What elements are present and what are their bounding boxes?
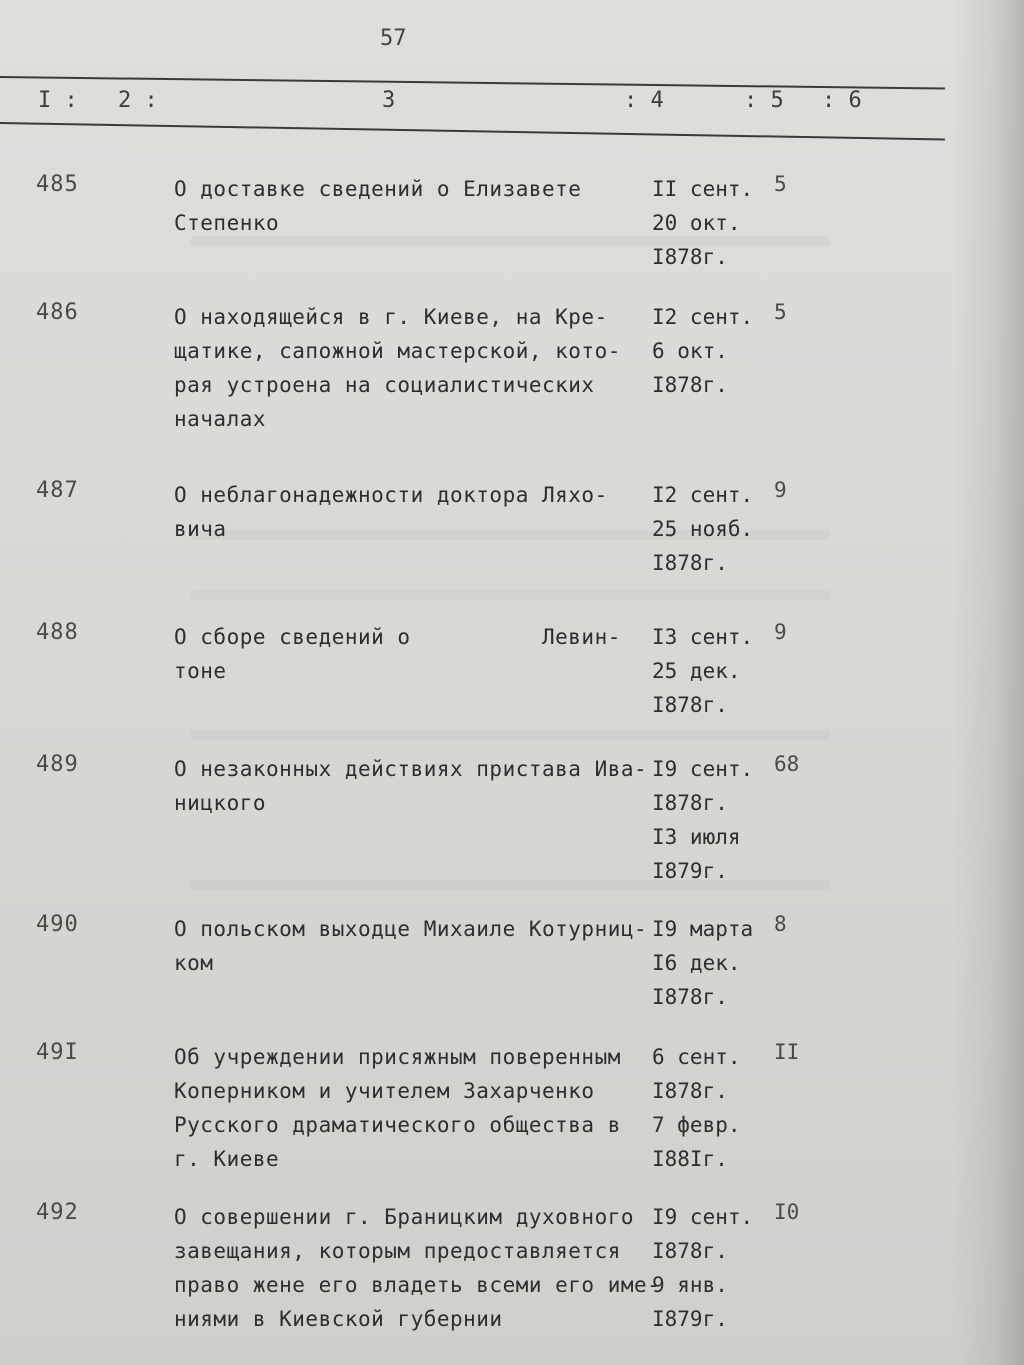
record-dates — [652, 912, 782, 1014]
description-line: право жене его владеть всеми его име- — [174, 1273, 661, 1297]
record-dates — [652, 478, 782, 580]
date-line: I9 сент. — [652, 757, 754, 781]
record-description — [174, 172, 644, 240]
record-dates — [652, 1200, 782, 1336]
column-header-3: 3 — [382, 88, 396, 113]
description-line: О сборе сведений о Левин- — [174, 625, 621, 649]
record-description — [174, 752, 648, 820]
description-line: вича — [174, 517, 227, 541]
record-dates — [652, 752, 782, 888]
date-line: I878г. — [652, 245, 728, 269]
record-number: 486 — [36, 300, 79, 325]
description-line: рая устроена на социалистических — [174, 373, 595, 397]
record-number: 49I — [36, 1040, 79, 1065]
record-number: 485 — [36, 172, 79, 197]
date-line: I878г. — [652, 791, 728, 815]
record-sheets: 5 — [774, 172, 787, 196]
date-line: I3 сент. — [652, 625, 754, 649]
record-dates — [652, 300, 782, 402]
column-header-6: : 6 — [822, 88, 862, 113]
description-line: Коперником и учителем Захарченко — [174, 1079, 595, 1103]
description-line: началах — [174, 407, 267, 431]
date-line: 9 янв. — [652, 1273, 728, 1297]
date-line: I6 дек. — [652, 951, 741, 975]
record-dates — [652, 1040, 782, 1176]
description-line: О неблагонадежности доктора Ляхо- — [174, 483, 608, 507]
record-description — [174, 1200, 661, 1336]
record-description — [174, 620, 644, 688]
date-line: II сент. — [652, 177, 754, 201]
date-line: 6 окт. — [652, 339, 728, 363]
record-description — [174, 912, 648, 980]
date-line: I878г. — [652, 1239, 728, 1263]
record-sheets: 9 — [774, 620, 787, 644]
description-line: Степенко — [174, 211, 280, 235]
column-header-4: : 4 — [624, 88, 664, 113]
record-sheets: II — [774, 1040, 800, 1064]
date-line: 6 сент. — [652, 1045, 741, 1069]
record-number: 487 — [36, 478, 79, 503]
record-number: 492 — [36, 1200, 79, 1225]
date-line: I879г. — [652, 859, 728, 883]
description-line: Об учреждении присяжным поверенным — [174, 1045, 621, 1069]
record-sheets: 5 — [774, 300, 787, 324]
description-line: О незаконных действиях пристава Ива- — [174, 757, 648, 781]
description-line: О находящейся в г. Киеве, на Кре- — [174, 305, 608, 329]
page-number: 57 — [380, 26, 407, 51]
column-header-5: : 5 — [744, 88, 784, 113]
date-line: 20 окт. — [652, 211, 741, 235]
record-sheets: 8 — [774, 912, 787, 936]
record-description — [174, 478, 644, 546]
description-line: г. Киеве — [174, 1147, 280, 1171]
description-line: Русского драматического общества в — [174, 1113, 621, 1137]
record-number: 490 — [36, 912, 79, 937]
record-description — [174, 300, 644, 436]
description-line: щатике, сапожной мастерской, кото- — [174, 339, 621, 363]
date-line: I9 сент. — [652, 1205, 754, 1229]
date-line: I3 июля — [652, 825, 741, 849]
date-line: I88Iг. — [652, 1147, 728, 1171]
record-sheets: I0 — [774, 1200, 800, 1224]
date-line: I2 сент. — [652, 305, 754, 329]
description-line: ниями в Киевской губернии — [174, 1307, 503, 1331]
record-number: 489 — [36, 752, 79, 777]
date-line: I878г. — [652, 693, 728, 717]
date-line: 25 дек. — [652, 659, 741, 683]
description-line: О совершении г. Браницким духовного — [174, 1205, 635, 1229]
date-line: I878г. — [652, 551, 728, 575]
record-sheets: 68 — [774, 752, 800, 776]
date-line: I878г. — [652, 985, 728, 1009]
record-sheets: 9 — [774, 478, 787, 502]
description-line: завещания, которым предоставляется — [174, 1239, 621, 1263]
date-line: I878г. — [652, 1079, 728, 1103]
description-line: тоне — [174, 659, 227, 683]
record-number: 488 — [36, 620, 79, 645]
date-line: 7 февр. — [652, 1113, 741, 1137]
description-line: О польском выходце Михаиле Котурниц- — [174, 917, 648, 941]
date-line: I879г. — [652, 1307, 728, 1331]
column-header-1: I : — [38, 88, 78, 113]
column-header-2: 2 : — [118, 88, 158, 113]
description-line: ком — [174, 951, 214, 975]
description-line: О доставке сведений о Елизавете — [174, 177, 582, 201]
date-line: I9 марта — [652, 917, 754, 941]
date-line: I2 сент. — [652, 483, 754, 507]
record-description — [174, 1040, 644, 1176]
record-dates — [652, 172, 782, 274]
record-dates — [652, 620, 782, 722]
description-line: ницкого — [174, 791, 267, 815]
date-line: 25 нояб. — [652, 517, 754, 541]
date-line: I878г. — [652, 373, 728, 397]
